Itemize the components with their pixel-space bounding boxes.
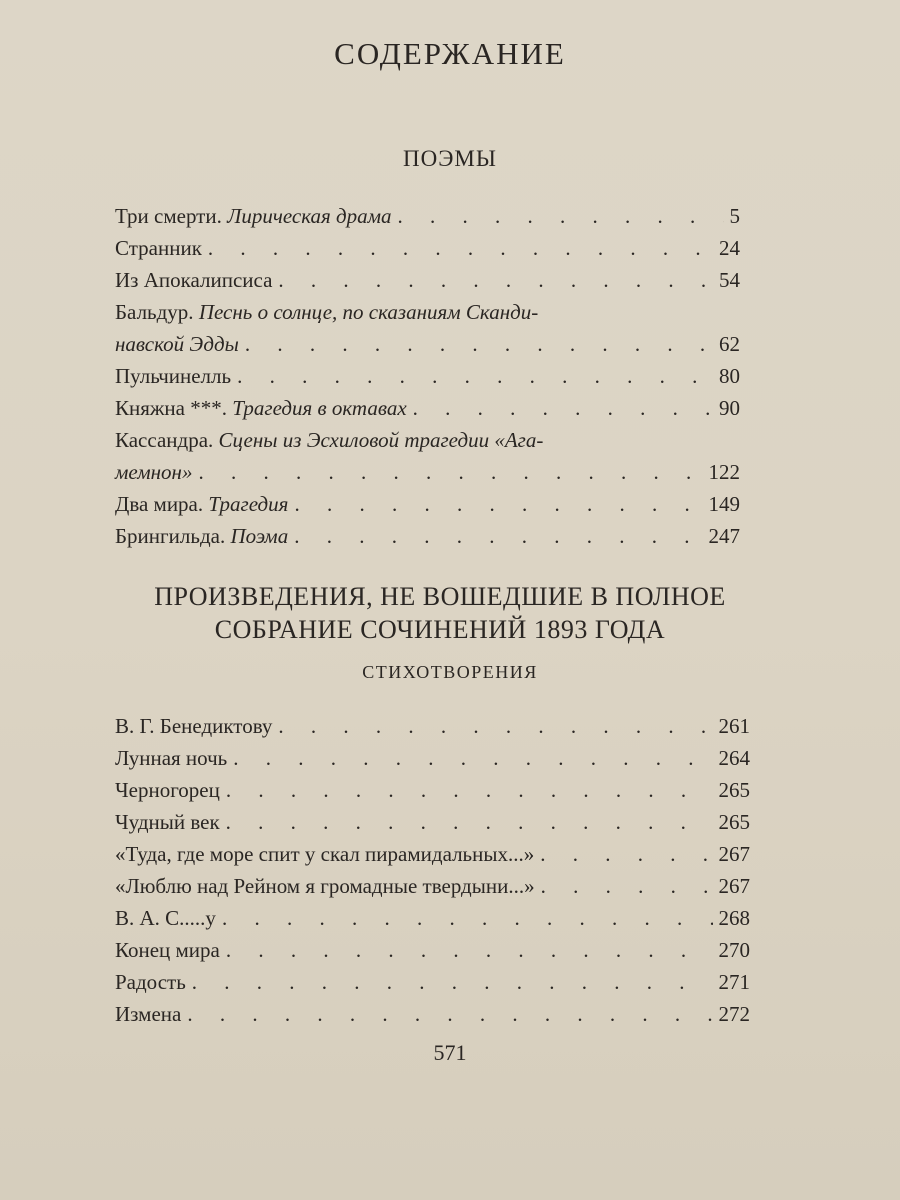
entry-title: Лунная ночь <box>115 746 228 770</box>
entry-page: 5 <box>729 204 740 228</box>
toc-entry <box>115 392 740 424</box>
page-title: СОДЕРЖАНИЕ <box>334 36 566 71</box>
entry-title: «Туда, где море спит у скал пирамидальных...» <box>115 842 535 866</box>
entry-title: «Люблю над Рейном я громадные твердыни...» <box>115 874 535 898</box>
entry-page: 264 <box>718 746 750 770</box>
toc-entry-line2 <box>115 456 740 488</box>
leader-dots <box>294 488 702 520</box>
leader-dots <box>233 742 712 774</box>
entry-title: Чудный век <box>115 810 220 834</box>
entry-title: Из Апокалипсиса <box>115 268 273 292</box>
toc-entry-line2 <box>115 328 740 360</box>
entry-title: Бальдур. <box>115 300 194 324</box>
subsection-heading-poems: СТИХОТВОРЕНИЯ <box>362 662 538 682</box>
entry-subtitle: Трагедия <box>208 492 289 516</box>
leader-dots <box>208 232 713 264</box>
entry-page: 247 <box>708 524 740 548</box>
leader-dots <box>413 392 713 424</box>
entry-title: Брингильда. <box>115 524 226 548</box>
entry-title: Кассандра. <box>115 428 214 452</box>
toc-entry <box>115 710 750 742</box>
entry-page: 62 <box>719 332 740 356</box>
leader-dots <box>294 520 702 552</box>
toc-entry <box>115 934 750 966</box>
leader-dots <box>226 934 713 966</box>
toc-entry <box>115 774 750 806</box>
entry-title: Пульчинелль <box>115 364 232 388</box>
section-heading-poems: ПОЭМЫ <box>403 146 497 171</box>
entry-subtitle: Песнь о солнце, по сказаниям Сканди- <box>198 300 539 324</box>
leader-dots <box>278 264 713 296</box>
entry-page: 24 <box>719 236 740 260</box>
leader-dots <box>192 966 713 998</box>
leader-dots <box>237 360 713 392</box>
entry-subtitle: Лирическая драма <box>227 204 392 228</box>
leader-dots <box>245 328 713 360</box>
entry-title: Три смерти. <box>115 204 222 228</box>
entry-page: 261 <box>718 714 750 738</box>
entry-title: Конец мира <box>115 938 220 962</box>
toc-entry <box>115 520 740 552</box>
leader-dots <box>226 806 713 838</box>
section-heading-line2: СОБРАНИЕ СОЧИНЕНИЙ 1893 ГОДА <box>214 615 666 644</box>
entry-title: Черногорец <box>115 778 220 802</box>
entry-title: Радость <box>115 970 186 994</box>
entry-page: 265 <box>718 778 750 802</box>
toc-entry-line1 <box>115 296 740 328</box>
entry-title: В. Г. Бенедиктову <box>115 714 273 738</box>
section-heading-line1: ПРОИЗВЕДЕНИЯ, НЕ ВОШЕДШИЕ В ПОЛНОЕ <box>154 582 726 611</box>
entry-title: Два мира. <box>115 492 204 516</box>
entry-page: 54 <box>719 268 740 292</box>
leader-dots <box>541 870 713 902</box>
toc-entry <box>115 232 740 264</box>
entry-subtitle: Трагедия в октавах <box>232 396 407 420</box>
entry-page: 265 <box>718 810 750 834</box>
entry-page: 90 <box>719 396 740 420</box>
toc-entry <box>115 200 740 232</box>
leader-dots <box>187 998 712 1030</box>
toc-entry <box>115 870 750 902</box>
toc-entry <box>115 902 750 934</box>
entry-title: В. А. С.....у <box>115 906 216 930</box>
leader-dots <box>278 710 712 742</box>
entry-page: 267 <box>718 874 750 898</box>
entry-page: 149 <box>708 492 740 516</box>
toc-entry <box>115 360 740 392</box>
toc-entry <box>115 998 750 1030</box>
toc-entry <box>115 264 740 296</box>
toc-entry <box>115 742 750 774</box>
entry-subtitle: Поэма <box>230 524 289 548</box>
entry-subtitle-cont: мемнон» <box>115 460 193 484</box>
entry-page: 80 <box>719 364 740 388</box>
toc-entry <box>115 806 750 838</box>
leader-dots <box>226 774 713 806</box>
leader-dots <box>198 456 702 488</box>
entry-page: 267 <box>718 842 750 866</box>
toc-entry-line1 <box>115 424 740 456</box>
entry-page: 272 <box>718 1002 750 1026</box>
entry-title: Княжна ***. <box>115 396 227 420</box>
entry-subtitle-cont: навской Эдды <box>115 332 239 356</box>
entry-page: 271 <box>718 970 750 994</box>
toc-entry <box>115 488 740 520</box>
entry-page: 268 <box>718 906 750 930</box>
entry-page: 270 <box>718 938 750 962</box>
entry-title: Странник <box>115 236 202 260</box>
toc-entry <box>115 838 750 870</box>
toc-entry <box>115 966 750 998</box>
leader-dots <box>398 200 724 232</box>
entry-page: 122 <box>708 460 740 484</box>
leader-dots <box>222 902 713 934</box>
entry-title: Измена <box>115 1002 182 1026</box>
page-number: 571 <box>433 1040 467 1065</box>
section-heading-uncollected <box>90 580 790 646</box>
entry-subtitle: Сцены из Эсхиловой трагедии «Ага- <box>218 428 544 452</box>
leader-dots <box>540 838 712 870</box>
